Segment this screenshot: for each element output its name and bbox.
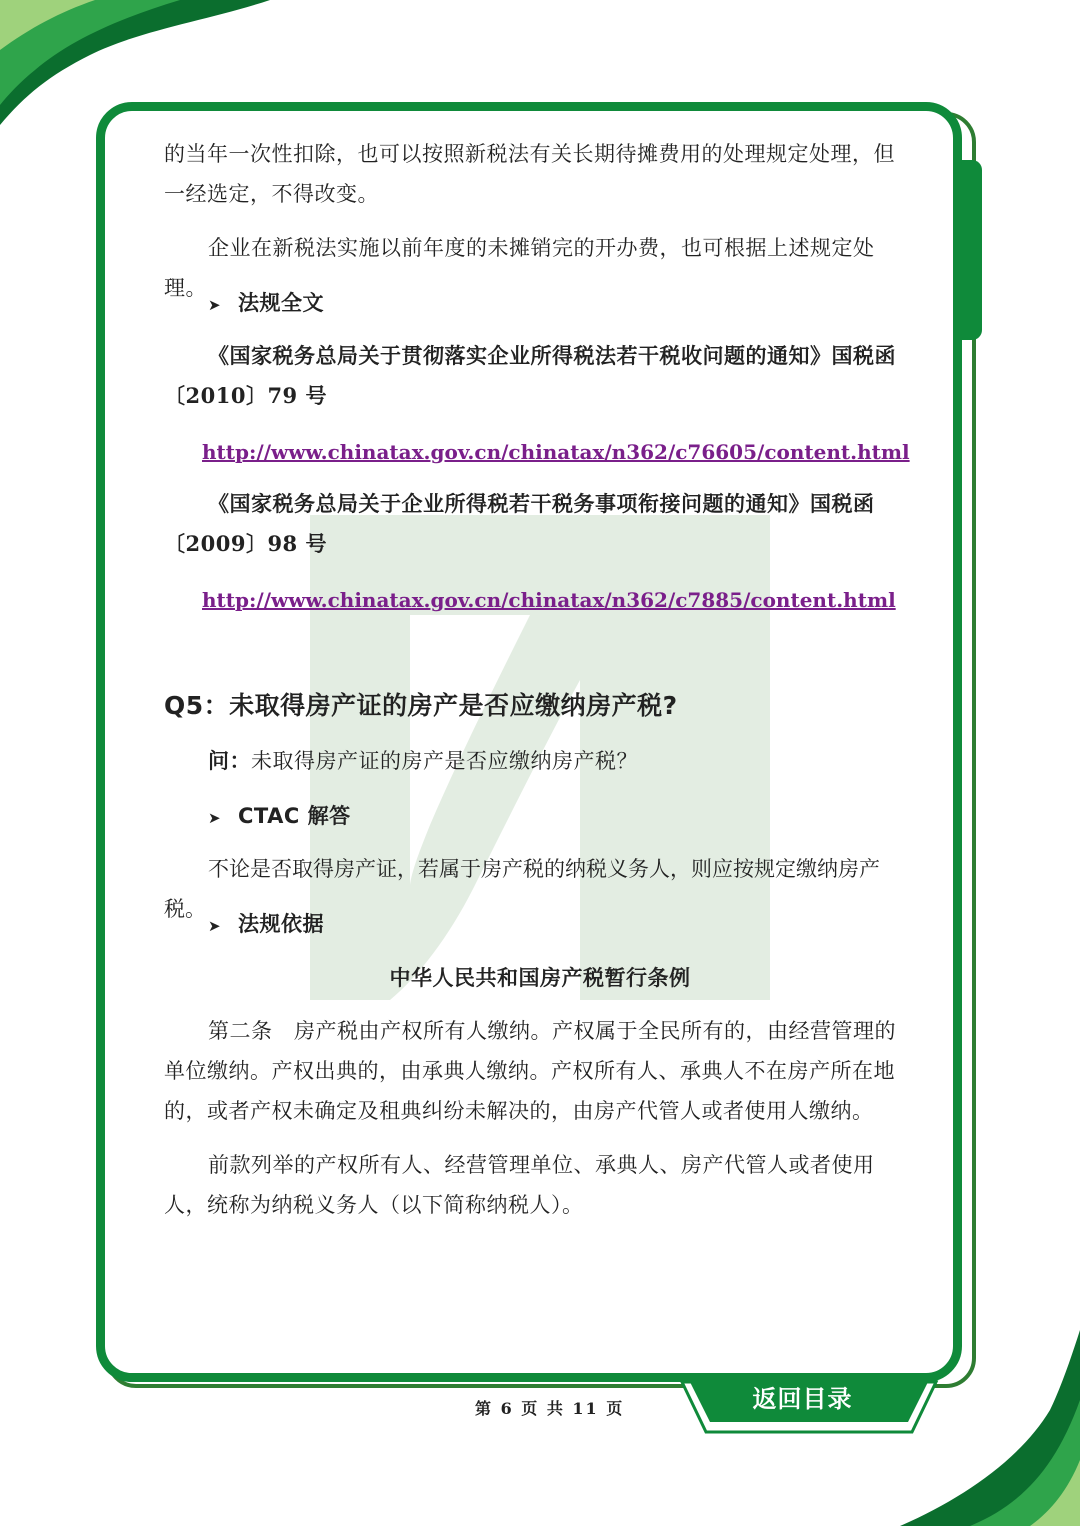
question-label: 问： (208, 749, 251, 773)
section-ctac (164, 796, 960, 838)
arrow-bullet-icon: ➤ (208, 296, 222, 314)
reference-2-link-row (164, 580, 916, 620)
frame-tab (960, 160, 982, 340)
reference-1-title: 《国家税务总局关于贯彻落实企业所得税法若干税收问题的通知》国税函〔2010〕79 号 (164, 343, 896, 408)
section-ctac-label: CTAC 解答 (238, 804, 351, 828)
reference-2-title: 《国家税务总局关于企业所得税若干税务事项衔接问题的通知》国税函〔2009〕98 号 (164, 491, 875, 556)
section-full-text-label: 法规全文 (238, 291, 324, 315)
paragraph-2: 企业在新税法实施以前年度的未摊销完的开办费，也可根据上述规定处理。 (164, 236, 875, 300)
paragraph-1: 的当年一次性扣除，也可以按照新税法有关长期待摊费用的处理规定处理，但一经选定，不得改变。 (164, 142, 895, 206)
q5-question (164, 741, 916, 781)
q5-title: Q5：未取得房产证的房产是否应缴纳房产税? (164, 691, 678, 720)
section-full-text (164, 283, 960, 325)
section-basis-label: 法规依据 (238, 912, 324, 936)
section-basis (164, 904, 960, 946)
reference-2-link[interactable]: http://www.chinatax.gov.cn/chinatax/n362/c7885/content.html (202, 588, 896, 612)
arrow-bullet-icon: ➤ (208, 917, 222, 935)
law-title: 中华人民共和国房产税暂行条例 (389, 966, 691, 990)
page-number: 第 6 页 共 11 页 (475, 1399, 625, 1418)
q5-answer: 不论是否取得房产证，若属于房产税的纳税义务人，则应按规定缴纳房产税。 (164, 857, 880, 921)
question-text: 未取得房产证的房产是否应缴纳房产税？ (251, 749, 638, 773)
reference-1-link[interactable]: http://www.chinatax.gov.cn/chinatax/n362/c76605/content.html (202, 440, 910, 464)
back-to-toc-button[interactable]: 返回目录 (752, 1385, 853, 1413)
law-article-2-cont: 前款列举的产权所有人、经营管理单位、承典人、房产代管人或者使用人，统称为纳税义务人（以下简称纳税人）。 (164, 1153, 875, 1217)
law-article-2: 第二条 房产税由产权所有人缴纳。产权属于全民所有的，由经营管理的单位缴纳。产权出典的，由承典人缴纳。产权所有人、承典人不在房产所在地的，或者产权未确定及租典纠纷未解决的，由房产代管人或者使用人缴纳。 (164, 1019, 896, 1123)
reference-1-link-row (164, 432, 916, 472)
arrow-bullet-icon: ➤ (208, 809, 222, 827)
